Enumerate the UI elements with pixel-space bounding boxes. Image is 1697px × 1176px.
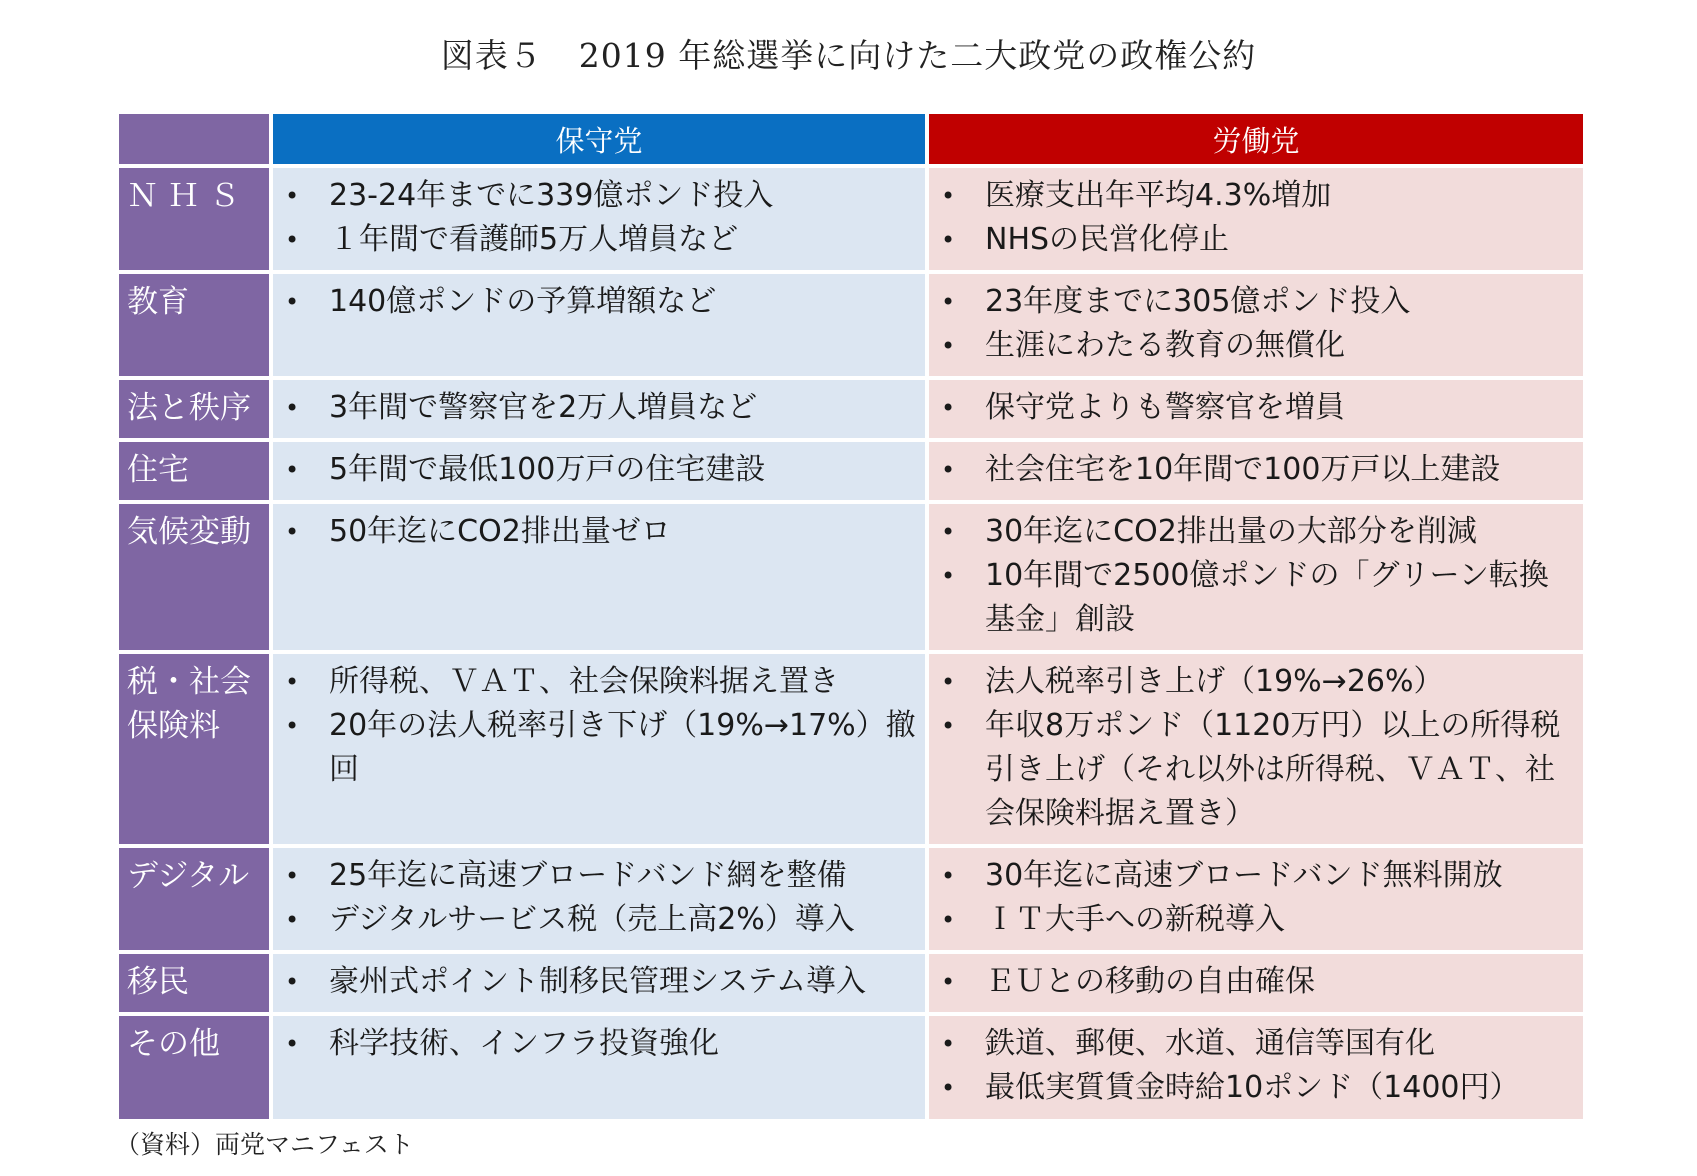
corner-header bbox=[119, 114, 269, 164]
pledge-item: • 生涯にわたる教育の無償化 bbox=[929, 324, 1575, 368]
pledge-item: • 3年間で警察官を2万人増員など bbox=[273, 386, 917, 430]
conservative-pledge-list bbox=[273, 168, 925, 270]
table-row bbox=[119, 848, 1583, 950]
conservative-cell bbox=[273, 504, 925, 650]
conservative-cell bbox=[273, 1016, 925, 1119]
labour-cell bbox=[929, 168, 1583, 270]
conservative-pledge-list bbox=[273, 504, 925, 562]
pledge-item: • 最低実質賃金時給10ポンド（1400円） bbox=[929, 1066, 1575, 1110]
conservative-pledge-list bbox=[273, 848, 925, 950]
pledge-item: • 医療支出年平均4.3%増加 bbox=[929, 174, 1575, 218]
labour-header: 労働党 bbox=[929, 114, 1583, 164]
pledge-item: • 豪州式ポイント制移民管理システム導入 bbox=[273, 960, 917, 1004]
table-row bbox=[119, 442, 1583, 500]
pledge-item: • 年収8万ポンド（1120万円）以上の所得税引き上げ（それ以外は所得税、ＶＡＴ、社会保険料据え置き） bbox=[929, 704, 1575, 836]
conservative-pledge-list bbox=[273, 380, 925, 438]
pledge-item: • 保守党よりも警察官を増員 bbox=[929, 386, 1575, 430]
labour-cell bbox=[929, 274, 1583, 376]
conservative-cell bbox=[273, 848, 925, 950]
labour-pledge-list bbox=[929, 654, 1583, 844]
labour-cell bbox=[929, 1016, 1583, 1119]
labour-pledge-list bbox=[929, 168, 1583, 270]
pledge-item: • 社会住宅を10年間で100万戸以上建設 bbox=[929, 448, 1575, 492]
table-row bbox=[119, 654, 1583, 844]
labour-cell bbox=[929, 848, 1583, 950]
pledge-item: • 科学技術、インフラ投資強化 bbox=[273, 1022, 917, 1066]
manifesto-table bbox=[115, 110, 1587, 1123]
category-cell: 気候変動 bbox=[119, 504, 269, 650]
table-row bbox=[119, 380, 1583, 438]
pledge-item: • 23-24年までに339億ポンド投入 bbox=[273, 174, 917, 218]
conservative-pledge-list bbox=[273, 654, 925, 800]
category-cell: デジタル bbox=[119, 848, 269, 950]
table-row bbox=[119, 954, 1583, 1012]
conservative-header: 保守党 bbox=[273, 114, 925, 164]
conservative-cell bbox=[273, 954, 925, 1012]
labour-pledge-list bbox=[929, 954, 1583, 1012]
category-cell: 教育 bbox=[119, 274, 269, 376]
pledge-item: • 30年迄に高速ブロードバンド無料開放 bbox=[929, 854, 1575, 898]
pledge-item: • ＩＴ大手への新税導入 bbox=[929, 898, 1575, 942]
labour-cell bbox=[929, 954, 1583, 1012]
conservative-pledge-list bbox=[273, 274, 925, 332]
pledge-item: • 25年迄に高速ブロードバンド網を整備 bbox=[273, 854, 917, 898]
category-cell: その他 bbox=[119, 1016, 269, 1119]
pledge-item: • 鉄道、郵便、水道、通信等国有化 bbox=[929, 1022, 1575, 1066]
figure-title-text: 2019 年総選挙に向けた二大政党の政権公約 bbox=[578, 36, 1257, 75]
labour-pledge-list bbox=[929, 380, 1583, 438]
pledge-item: • 20年の法人税率引き下げ（19%→17%）撤回 bbox=[273, 704, 917, 792]
pledge-item: • 30年迄にCO2排出量の大部分を削減 bbox=[929, 510, 1575, 554]
conservative-pledge-list bbox=[273, 954, 925, 1012]
pledge-item: • デジタルサービス税（売上高2%）導入 bbox=[273, 898, 917, 942]
category-cell: 移民 bbox=[119, 954, 269, 1012]
labour-pledge-list bbox=[929, 848, 1583, 950]
labour-pledge-list bbox=[929, 274, 1583, 376]
labour-cell bbox=[929, 504, 1583, 650]
category-cell: 法と秩序 bbox=[119, 380, 269, 438]
conservative-pledge-list bbox=[273, 442, 925, 500]
table-row bbox=[119, 274, 1583, 376]
figure-title bbox=[0, 30, 1697, 77]
category-cell: 税・社会保険料 bbox=[119, 654, 269, 844]
labour-pledge-list bbox=[929, 442, 1583, 500]
pledge-item: • NHSの民営化停止 bbox=[929, 218, 1575, 262]
header-row bbox=[119, 114, 1583, 164]
table-row bbox=[119, 168, 1583, 270]
category-cell: ＮＨＳ bbox=[119, 168, 269, 270]
conservative-cell bbox=[273, 380, 925, 438]
conservative-cell bbox=[273, 168, 925, 270]
conservative-cell bbox=[273, 654, 925, 844]
table-row bbox=[119, 504, 1583, 650]
conservative-pledge-list bbox=[273, 1016, 925, 1074]
figure-number: 図表５ bbox=[440, 36, 543, 75]
category-cell: 住宅 bbox=[119, 442, 269, 500]
pledge-item: • 50年迄にCO2排出量ゼロ bbox=[273, 510, 917, 554]
pledge-item: • 23年度までに305億ポンド投入 bbox=[929, 280, 1575, 324]
table-row bbox=[119, 1016, 1583, 1119]
table-body bbox=[119, 168, 1583, 1119]
source-note: （資料）両党マニフェスト bbox=[115, 1130, 414, 1159]
pledge-item: • 140億ポンドの予算増額など bbox=[273, 280, 917, 324]
pledge-item: • 所得税、ＶＡＴ、社会保険料据え置き bbox=[273, 660, 917, 704]
labour-cell bbox=[929, 442, 1583, 500]
labour-pledge-list bbox=[929, 504, 1583, 650]
pledge-item: • 10年間で2500億ポンドの「グリーン転換基金」創設 bbox=[929, 554, 1575, 642]
conservative-cell bbox=[273, 274, 925, 376]
conservative-cell bbox=[273, 442, 925, 500]
labour-pledge-list bbox=[929, 1016, 1583, 1118]
pledge-item: • 法人税率引き上げ（19%→26%） bbox=[929, 660, 1575, 704]
pledge-item: • １年間で看護師5万人増員など bbox=[273, 218, 917, 262]
labour-cell bbox=[929, 654, 1583, 844]
pledge-item: • ＥＵとの移動の自由確保 bbox=[929, 960, 1575, 1004]
labour-cell bbox=[929, 380, 1583, 438]
pledge-item: • 5年間で最低100万戸の住宅建設 bbox=[273, 448, 917, 492]
